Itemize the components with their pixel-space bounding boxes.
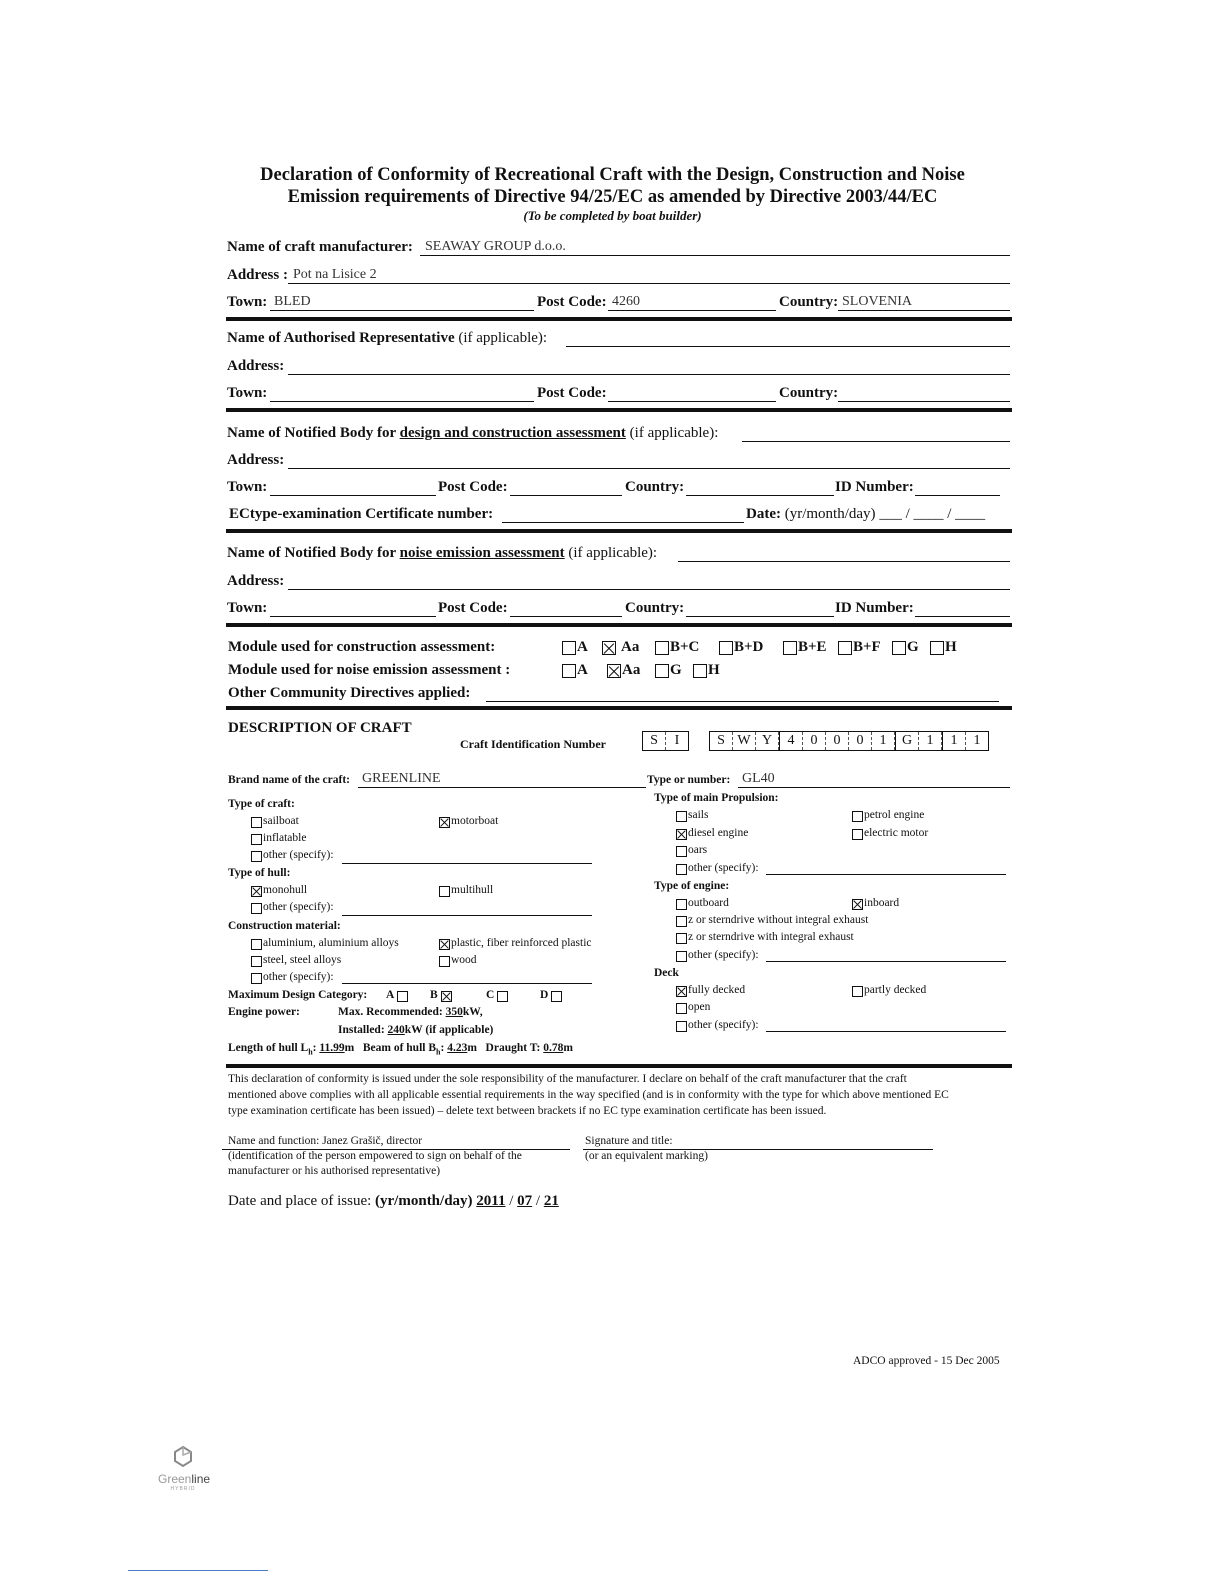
type-number-value: GL40 — [742, 771, 775, 786]
design-d-label: D — [540, 989, 549, 1001]
cin-char: 4 — [779, 732, 803, 750]
eng-z-with-checkbox[interactable] — [676, 933, 687, 944]
ident-line2: manufacturer or his authorised representative) — [228, 1165, 441, 1177]
deck-partly-label: partly decked — [864, 984, 927, 996]
hull-monohull-checkbox[interactable] — [251, 886, 262, 897]
module-construction-a-checkbox[interactable] — [562, 641, 576, 655]
module-noise-aa-label: Aa — [622, 662, 641, 678]
greenline-logo-text: Greenline — [158, 1472, 211, 1486]
hull-other-label: other (specify): — [263, 901, 334, 913]
document-title-line1: Declaration of Conformity of Recreational Craft with the Design, Construction and Noise — [260, 165, 965, 185]
representative-name-line — [566, 346, 1010, 347]
module-construction-be-label: B+E — [798, 639, 827, 655]
type-of-craft-label: Type of craft: — [228, 798, 295, 810]
name-function: Name and function: Janez Grašič, director — [228, 1135, 423, 1147]
notified-design-postcode-label: Post Code: — [438, 479, 508, 495]
cin-country-boxes — [642, 731, 689, 751]
module-construction-aa-checkbox[interactable] — [602, 641, 616, 655]
module-construction-bc-label: B+C — [670, 639, 700, 655]
cin-char: 1 — [919, 732, 942, 750]
cin-code-boxes — [709, 731, 989, 751]
prop-petrol-checkbox[interactable] — [852, 811, 863, 822]
manufacturer-postcode-value: 4260 — [612, 294, 640, 309]
notified-noise-name-line — [678, 561, 1010, 562]
module-construction-be-checkbox[interactable] — [783, 641, 797, 655]
notified-design-town-line — [270, 495, 436, 496]
footnote-separator — [128, 1570, 268, 1571]
section-divider — [226, 1064, 1012, 1068]
section-divider — [226, 408, 1012, 412]
notified-design-address-line — [288, 468, 1010, 469]
cin-char: 0 — [803, 732, 826, 750]
section-divider — [226, 706, 1012, 710]
design-d-checkbox[interactable] — [551, 991, 562, 1002]
representative-town-label: Town: — [227, 385, 268, 401]
manufacturer-country-line — [838, 310, 1010, 311]
manufacturer-postcode-line — [608, 310, 776, 311]
document-subtitle: (To be completed by boat builder) — [523, 208, 702, 223]
cin-char: W — [733, 732, 756, 750]
cin-char: 1 — [973, 733, 981, 748]
beam-value: 4.23 — [447, 1042, 468, 1054]
module-construction-h-checkbox[interactable] — [930, 641, 944, 655]
document-title-line2: Emission requirements of Directive 94/25/EC as amended by Directive 2003/44/EC — [287, 187, 938, 207]
notified-design-address-label: Address: — [227, 452, 285, 468]
craft-motorboat-label: motorboat — [451, 815, 499, 827]
notified-design-name-label: Name of Notified Body for design and construction assessment (if applicable): — [227, 425, 719, 441]
module-construction-bd-checkbox[interactable] — [719, 641, 733, 655]
notified-design-cert-line — [502, 522, 744, 523]
mat-plastic-checkbox[interactable] — [439, 939, 450, 950]
notified-noise-town-line — [270, 616, 436, 617]
craft-sailboat-checkbox[interactable] — [251, 817, 262, 828]
design-b-label: B — [430, 989, 438, 1001]
cin-char: S — [643, 732, 666, 750]
design-a-checkbox[interactable] — [397, 991, 408, 1002]
notified-noise-address-label: Address: — [227, 573, 285, 589]
craft-other-line — [342, 863, 592, 864]
module-noise-g-label: G — [670, 662, 682, 678]
declaration-text-line1: This declaration of conformity is issued under the sole responsibility of the manufacturer. I declare on behalf of the craft manufacturer that the craft — [228, 1073, 907, 1085]
manufacturer-country-value: SLOVENIA — [842, 294, 912, 309]
engine-power-label: Engine power: — [228, 1006, 300, 1018]
craft-other-checkbox[interactable] — [251, 851, 262, 862]
design-a-label: A — [386, 989, 395, 1001]
notified-design-id-line — [915, 495, 1000, 496]
deck-other-checkbox[interactable] — [676, 1021, 687, 1032]
manufacturer-address-value: Pot na Lisice 2 — [293, 267, 377, 282]
module-noise-aa-checkbox[interactable] — [607, 664, 621, 678]
equiv-marking: (or an equivalent marking) — [585, 1150, 708, 1162]
cin-char: 1 — [872, 732, 895, 750]
notified-design-name-line — [742, 441, 1010, 442]
notified-noise-id-line — [915, 616, 1010, 617]
prop-other-label: other (specify): — [688, 862, 759, 874]
notified-noise-town-label: Town: — [227, 600, 268, 616]
representative-address-label: Address: — [227, 358, 285, 374]
type-number-line — [738, 787, 1010, 788]
cin-char: S — [710, 732, 733, 750]
other-directives-label: Other Community Directives applied: — [228, 685, 471, 701]
notified-noise-id-label: ID Number: — [835, 600, 914, 616]
adco-approved: ADCO approved - 15 Dec 2005 — [853, 1355, 1000, 1367]
mat-other-label: other (specify): — [263, 971, 334, 983]
section-divider — [226, 623, 1012, 627]
notified-noise-country-line — [686, 616, 834, 617]
representative-town-line — [270, 401, 534, 402]
prop-other-line — [766, 874, 1006, 875]
deck-other-line — [766, 1031, 1006, 1032]
module-construction-aa-label: Aa — [621, 639, 640, 655]
prop-electric-label: electric motor — [864, 827, 929, 839]
draught-value: 0.78 — [543, 1042, 564, 1054]
notified-design-town-label: Town: — [227, 479, 268, 495]
manufacturer-country-label: Country: — [779, 294, 839, 310]
cin-char: 1 — [942, 732, 966, 750]
eng-inboard-label: inboard — [864, 897, 900, 909]
representative-postcode-label: Post Code: — [537, 385, 607, 401]
deck-open-checkbox[interactable] — [676, 1003, 687, 1014]
issue-month: 07 — [517, 1193, 533, 1209]
construction-material-label: Construction material: — [228, 920, 341, 932]
mat-steel-checkbox[interactable] — [251, 956, 262, 967]
section-divider — [226, 529, 1012, 533]
module-noise-a-label: A — [577, 662, 588, 678]
craft-section-title: DESCRIPTION OF CRAFT — [228, 720, 412, 736]
notified-design-cert-label: ECtype-examination Certificate number: — [229, 506, 494, 522]
signature-label: Signature and title: — [585, 1135, 673, 1147]
representative-name-label: Name of Authorised Representative (if applicable): — [227, 330, 548, 346]
notified-noise-postcode-label: Post Code: — [438, 600, 508, 616]
prop-oars-checkbox[interactable] — [676, 846, 687, 857]
eng-outboard-checkbox[interactable] — [676, 899, 687, 910]
prop-other-checkbox[interactable] — [676, 864, 687, 875]
module-construction-g-checkbox[interactable] — [892, 641, 906, 655]
craft-inflatable-checkbox[interactable] — [251, 834, 262, 845]
cin-char: I — [674, 733, 680, 748]
date-place-issue: Date and place of issue: (yr/month/day) 2011 / 07 / 21 — [228, 1193, 559, 1209]
propulsion-label: Type of main Propulsion: — [654, 792, 779, 804]
issue-year: 2011 — [476, 1193, 506, 1209]
manufacturer-town-value: BLED — [274, 294, 311, 309]
length-value: 11.99 — [319, 1042, 345, 1054]
max-recommended: Max. Recommended: 350kW, — [338, 1006, 483, 1018]
craft-motorboat-checkbox[interactable] — [439, 817, 450, 828]
prop-diesel-checkbox[interactable] — [676, 829, 687, 840]
declaration-text-line3: type examination certificate has been issued) – delete text between brackets if no EC type examination certificate has been issued. — [228, 1105, 827, 1117]
deck-open-label: open — [688, 1001, 711, 1013]
hull-other-line — [342, 915, 592, 916]
manufacturer-name-label: Name of craft manufacturer: — [227, 239, 413, 255]
deck-other-label: other (specify): — [688, 1019, 759, 1031]
notified-noise-postcode-line — [510, 616, 622, 617]
eng-other-line — [766, 961, 1006, 962]
hull-multihull-checkbox[interactable] — [439, 886, 450, 897]
issue-day: 21 — [543, 1193, 559, 1209]
notified-noise-address-line — [288, 589, 1010, 590]
design-c-label: C — [486, 989, 495, 1001]
module-noise-label: Module used for noise emission assessment : — [228, 662, 511, 678]
deck-label: Deck — [654, 967, 679, 979]
design-b-checkbox[interactable] — [441, 991, 452, 1002]
mat-other-line — [342, 983, 592, 984]
declaration-text-line2: mentioned above complies with all applicable essential requirements in the way specified (and is in conformity with the type for which above mentioned EC — [228, 1089, 949, 1101]
module-noise-a-checkbox[interactable] — [562, 664, 576, 678]
module-construction-g-label: G — [907, 639, 919, 655]
manufacturer-town-label: Town: — [227, 294, 268, 310]
notified-design-date: Date: (yr/month/day) ___ / ____ / ____ — [746, 506, 986, 522]
prop-electric-checkbox[interactable] — [852, 829, 863, 840]
module-construction-label: Module used for construction assessment: — [228, 639, 496, 655]
hull-other-checkbox[interactable] — [251, 903, 262, 914]
prop-sails-checkbox[interactable] — [676, 811, 687, 822]
craft-inflatable-label: inflatable — [263, 832, 307, 844]
representative-postcode-line — [608, 401, 776, 402]
notified-design-postcode-line — [510, 495, 622, 496]
module-construction-bf-label: B+F — [853, 639, 881, 655]
mat-aluminium-checkbox[interactable] — [251, 939, 262, 950]
other-directives-line — [486, 701, 999, 702]
mat-wood-checkbox[interactable] — [439, 956, 450, 967]
eng-other-checkbox[interactable] — [676, 951, 687, 962]
max-recommended-value: 350 — [445, 1006, 463, 1018]
engine-type-label: Type of engine: — [654, 880, 730, 892]
module-construction-bf-checkbox[interactable] — [838, 641, 852, 655]
notified-design-country-label: Country: — [625, 479, 685, 495]
max-design-label: Maximum Design Category: — [228, 989, 368, 1001]
module-construction-a-label: A — [577, 639, 588, 655]
eng-other-label: other (specify): — [688, 949, 759, 961]
ident-line1: (identification of the person empowered to sign on behalf of the — [228, 1150, 522, 1162]
eng-z-without-label: z or sterndrive without integral exhaust — [688, 914, 869, 926]
craft-sailboat-label: sailboat — [263, 815, 299, 827]
type-number-label: Type or number: — [647, 774, 731, 786]
greenline-logo-mark — [158, 1444, 208, 1468]
representative-country-line — [838, 401, 1010, 402]
representative-address-line — [288, 374, 1010, 375]
notified-design-country-line — [686, 495, 834, 496]
design-c-checkbox[interactable] — [497, 991, 508, 1002]
module-noise-g-checkbox[interactable] — [655, 664, 669, 678]
prop-oars-label: oars — [688, 844, 708, 856]
mat-other-checkbox[interactable] — [251, 973, 262, 984]
eng-z-with-label: z or sterndrive with integral exhaust — [688, 931, 854, 943]
greenline-logo-sub: HYBRID — [170, 1486, 196, 1492]
module-noise-h-label: H — [708, 662, 720, 678]
prop-petrol-label: petrol engine — [864, 809, 925, 821]
cin-char: Y — [756, 732, 779, 750]
prop-diesel-label: diesel engine — [688, 827, 749, 839]
deck-partly-checkbox[interactable] — [852, 986, 863, 997]
installed-power: Installed: 240kW (if applicable) — [338, 1024, 494, 1036]
deck-fully-checkbox[interactable] — [676, 986, 687, 997]
mat-steel-label: steel, steel alloys — [263, 954, 342, 966]
eng-inboard-checkbox[interactable] — [852, 899, 863, 910]
hull-multihull-label: multihull — [451, 884, 494, 896]
brand-line — [358, 787, 646, 788]
installed-value: 240 — [387, 1024, 405, 1036]
manufacturer-address-line — [288, 283, 1010, 284]
section-divider — [226, 317, 1012, 321]
module-construction-bc-checkbox[interactable] — [655, 641, 669, 655]
manufacturer-name-line — [420, 255, 1010, 256]
cin-char: 0 — [826, 732, 849, 750]
type-of-hull-label: Type of hull: — [228, 867, 291, 879]
deck-fully-label: fully decked — [688, 984, 746, 996]
hull-dimensions: Length of hull $L_h$: 11.99m Beam of hull $B_h$: 4.23m Draught T: 0.78m — [228, 1042, 573, 1057]
module-noise-h-checkbox[interactable] — [693, 664, 707, 678]
manufacturer-postcode-label: Post Code: — [537, 294, 607, 310]
greenline-logo — [158, 1444, 211, 1504]
brand-label: Brand name of the craft: — [228, 774, 351, 786]
hull-monohull-label: monohull — [263, 884, 308, 896]
prop-sails-label: sails — [688, 809, 709, 821]
notified-noise-country-label: Country: — [625, 600, 685, 616]
eng-outboard-label: outboard — [688, 897, 729, 909]
mat-plastic-label: plastic, fiber reinforced plastic — [451, 937, 592, 949]
representative-country-label: Country: — [779, 385, 839, 401]
module-construction-bd-label: B+D — [734, 639, 764, 655]
manufacturer-address-label: Address : — [227, 267, 288, 283]
cin-char: G — [895, 732, 919, 750]
notified-noise-name-label: Name of Notified Body for noise emission assessment (if applicable): — [227, 545, 658, 561]
mat-aluminium-label: aluminium, aluminium alloys — [263, 937, 399, 949]
brand-value: GREENLINE — [362, 771, 441, 786]
module-construction-h-label: H — [945, 639, 957, 655]
eng-z-without-checkbox[interactable] — [676, 916, 687, 927]
notified-design-id-label: ID Number: — [835, 479, 914, 495]
craft-other-label: other (specify): — [263, 849, 334, 861]
cin-label: Craft Identification Number — [460, 737, 606, 751]
cin-char: 0 — [849, 732, 872, 750]
manufacturer-name-value: SEAWAY GROUP d.o.o. — [425, 239, 566, 254]
manufacturer-town-line — [270, 310, 534, 311]
mat-wood-label: wood — [451, 954, 477, 966]
